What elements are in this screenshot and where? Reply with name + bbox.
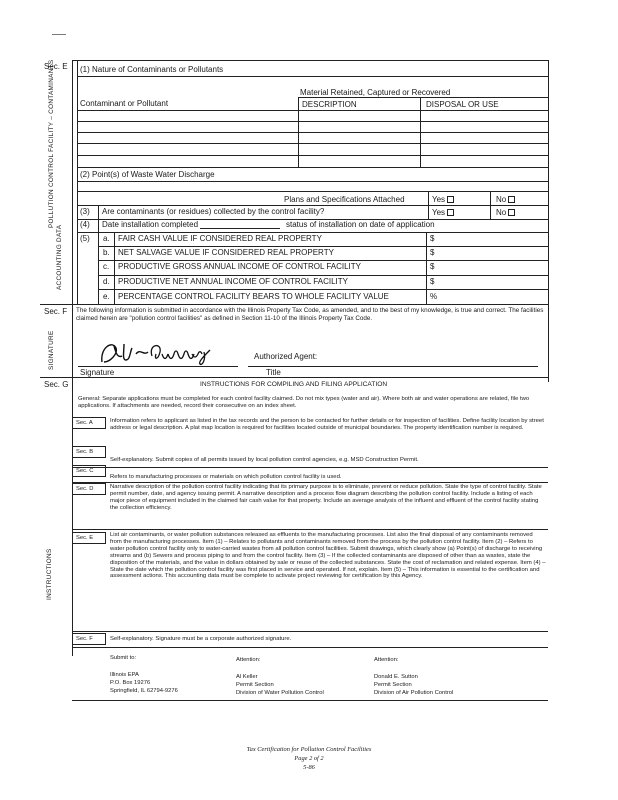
yes-label: Yes xyxy=(432,208,446,217)
table-row[interactable] xyxy=(77,155,548,156)
instr-label: Sec. E xyxy=(76,535,94,541)
row-letter: c. xyxy=(103,262,110,271)
rule xyxy=(72,482,548,483)
instr-text: Information refers to applicant as listed in the tax records and the person to be contacted for further details or for inspection of facilities. Define facility location by street address or legal description. A plat map location is required for facilities located outside of municipal boundaries. The property identification number is required. xyxy=(110,418,544,431)
general-instructions: General: Separate applications must be completed for each control facility claimed. Do not mix types (water and air). Where both air and water operations are related, file two applications. If attachments are needed, record their consecutive on an index sheet. xyxy=(78,396,530,409)
col-description: DESCRIPTION xyxy=(302,100,357,109)
scan-mark xyxy=(52,34,66,35)
attention1-label: Attention: xyxy=(236,657,261,663)
submit-to-label: Submit to: xyxy=(110,655,137,661)
sec-e-inner-rule xyxy=(77,60,78,304)
row-unit[interactable]: $ xyxy=(430,277,435,286)
handwritten-signature xyxy=(96,334,226,370)
rule xyxy=(77,110,548,111)
col-divider xyxy=(98,232,99,304)
col-contaminant: Contaminant or Pollutant xyxy=(80,99,169,108)
instr-text: Self-explanatory. Signature must be a corporate authorized signature. xyxy=(110,636,292,642)
row-unit[interactable]: $ xyxy=(430,234,435,243)
row-unit[interactable]: $ xyxy=(430,262,435,271)
row-unit[interactable]: % xyxy=(430,292,438,301)
rule xyxy=(77,167,548,168)
form-bottom-rule xyxy=(72,700,548,701)
row-unit[interactable]: $ xyxy=(430,248,435,257)
attention2-line: Division of Air Pollution Control xyxy=(374,690,454,696)
rule xyxy=(77,205,548,206)
instructions-heading: INSTRUCTIONS FOR COMPILING AND FILING APPLICATION xyxy=(200,381,388,388)
q4-status-text: status of installation on date of application xyxy=(286,220,435,229)
q3-yes-checkbox[interactable] xyxy=(447,209,454,216)
rule xyxy=(72,631,548,632)
rule xyxy=(298,97,548,98)
col-disposal: DISPOSAL OR USE xyxy=(426,100,499,109)
col-divider xyxy=(426,232,427,304)
sec-g-label: Sec. G xyxy=(44,380,69,389)
rule xyxy=(77,76,548,77)
signature-line[interactable] xyxy=(78,366,238,367)
instr-text: List air contaminants, or water pollution substances released as effluents to the manufacturing processes. List also the final disposal of any contaminants removed from the manufacturing processes. Item (1) – Relates to pollutants and contaminants removed from the process by the pollution control facility. Item (2) – Refers to water pollution control facility only to water-carried wastes from all pollution control facilities. Submit drawings, which clearly show (a) Point(s) of discharge to receiving streams and (b) Sewers and process piping to and from the control facility. Item (3) – If the collected contaminants are disposed of other than as wastes, state the disposition of the materials, and the value in dollars obtained by sale or reuse of the collected substances. State the cost of reclamation and related expense. Item (4) – State the date which the pollution control facility was first placed in service and operated. If not, explain. Item (5) – This information is essential to the certification and assessment actions. This accounting data must be complete to activate project reviewing for certification by this Agency. xyxy=(110,532,546,580)
signature-label: Signature xyxy=(80,368,115,377)
form-left-rule xyxy=(72,60,73,656)
sec-f-bottom-rule xyxy=(40,377,548,378)
instr-text: Narrative description of the pollution control facility indicating that its primary purpose is to eliminate, prevent or reduce pollution. State the type of control facility. State permit number, date, and agency issuing permit. A narrative description and a process flow diagram describing the pollution control facility. Include a listing of each major piece of equipment included in the claimed fair cash value for that property. Include an average analysis of the influent and effluent of the control facility stating the collection efficiency. xyxy=(110,484,542,511)
authorized-agent-label: Authorized Agent: xyxy=(254,352,318,361)
side-label-signature: SIGNATURE xyxy=(48,330,55,370)
no-label: No xyxy=(496,195,507,204)
sec-e-bottom-rule xyxy=(40,304,548,305)
row-text: FAIR CASH VALUE IF CONSIDERED REAL PROPERTY xyxy=(118,234,322,243)
rule xyxy=(77,232,548,233)
submit-line: Springfield, IL 62794-9276 xyxy=(110,688,178,694)
instr-label: Sec. D xyxy=(76,486,94,492)
attention2-line: Permit Section xyxy=(374,682,412,688)
q4-text: Date installation completed xyxy=(102,220,199,229)
attention1-line: Division of Water Pollution Control xyxy=(236,690,324,696)
plans-yes-checkbox[interactable] xyxy=(447,196,454,203)
rule xyxy=(98,260,548,261)
instr-label: Sec. F xyxy=(76,636,93,642)
footer-title: Tax Certification for Pollution Control Facilities xyxy=(246,746,372,753)
rule xyxy=(72,467,548,468)
footer-form-date: 5-86 xyxy=(303,764,315,771)
side-label-accounting: ACCOUNTING DATA xyxy=(56,224,63,290)
q3-yes[interactable] xyxy=(432,208,454,217)
certification-statement: The following information is submitted in accordance with the Illinois Property Tax Code, as amended, and to the best of my knowledge, is true and correct. The facilities claimed herein are "pollution control facilities" as defined in Section 11-10 of the Illinois Property Tax Code. xyxy=(76,307,544,322)
row-letter: b. xyxy=(103,248,110,257)
row-text: PRODUCTIVE NET ANNUAL INCOME OF CONTROL FACILITY xyxy=(118,277,348,286)
attention2-label: Attention: xyxy=(374,657,399,663)
table-row[interactable] xyxy=(77,121,548,122)
instr-label: Sec. B xyxy=(76,449,94,455)
table-row[interactable] xyxy=(77,143,548,144)
no-label: No xyxy=(496,208,507,217)
plans-no[interactable] xyxy=(496,195,515,204)
submit-line: P.O. Box 19276 xyxy=(110,680,151,686)
form-right-rule xyxy=(548,60,549,382)
row-letter: e. xyxy=(103,292,110,301)
row-text: PRODUCTIVE GROSS ANNUAL INCOME OF CONTROL FACILITY xyxy=(118,262,361,271)
part1-title: (1) Nature of Contaminants or Pollutants xyxy=(80,65,224,74)
rule xyxy=(98,289,548,290)
q3-no-checkbox[interactable] xyxy=(508,209,515,216)
instr-label: Sec. C xyxy=(76,468,94,474)
rule xyxy=(77,191,548,192)
attention1-line: Al Keller xyxy=(236,674,258,680)
rule xyxy=(98,246,548,247)
side-label-instructions: INSTRUCTIONS xyxy=(46,548,53,600)
instr-label: Sec. A xyxy=(76,420,93,426)
instr-text: Self-explanatory. Submit copies of all permits issued by local pollution control agencies, e.g. MSD Construction Permit. xyxy=(110,457,419,463)
attention1-line: Permit Section xyxy=(236,682,274,688)
sec-e-top-rule xyxy=(72,60,548,61)
rule xyxy=(72,647,548,648)
submit-line: Illinois EPA xyxy=(110,672,139,678)
title-label: Title xyxy=(266,368,281,377)
q5-number: (5) xyxy=(80,234,90,243)
q3-number: (3) xyxy=(80,207,90,216)
material-header: Material Retained, Captured or Recovered xyxy=(300,88,451,97)
row-text: PERCENTAGE CONTROL FACILITY BEARS TO WHOLE FACILITY VALUE xyxy=(118,292,389,301)
table-row[interactable] xyxy=(77,132,548,133)
footer-page: Page 2 of 2 xyxy=(294,755,324,762)
plans-no-checkbox[interactable] xyxy=(508,196,515,203)
col-divider xyxy=(114,232,115,304)
side-label-contaminants: POLLUTION CONTROL FACILITY – CONTAMINANTS xyxy=(48,59,55,228)
sec-e-label: Sec. E xyxy=(44,62,68,71)
q3-no[interactable] xyxy=(496,208,515,217)
title-line[interactable] xyxy=(248,366,538,367)
instr-text: Refers to manufacturing processes or materials on which pollution control facility is used. xyxy=(110,474,342,480)
rule xyxy=(77,181,548,182)
rule xyxy=(72,529,548,530)
row-letter: d. xyxy=(103,277,110,286)
row-text: NET SALVAGE VALUE IF CONSIDERED REAL PROPERTY xyxy=(118,248,334,257)
rule xyxy=(98,275,548,276)
date-completed-field[interactable] xyxy=(200,228,280,229)
q3-text: Are contaminants (or residues) collected by the control facility? xyxy=(102,207,325,216)
attention2-line: Donald E. Sutton xyxy=(374,674,418,680)
yes-label: Yes xyxy=(432,195,446,204)
sec-f-label: Sec. F xyxy=(44,307,68,316)
plans-label: Plans and Specifications Attached xyxy=(284,195,405,204)
part2-title: (2) Point(s) of Waste Water Discharge xyxy=(80,170,215,179)
plans-yes[interactable] xyxy=(432,195,454,204)
row-letter: a. xyxy=(103,234,110,243)
q4-number: (4) xyxy=(80,220,90,229)
